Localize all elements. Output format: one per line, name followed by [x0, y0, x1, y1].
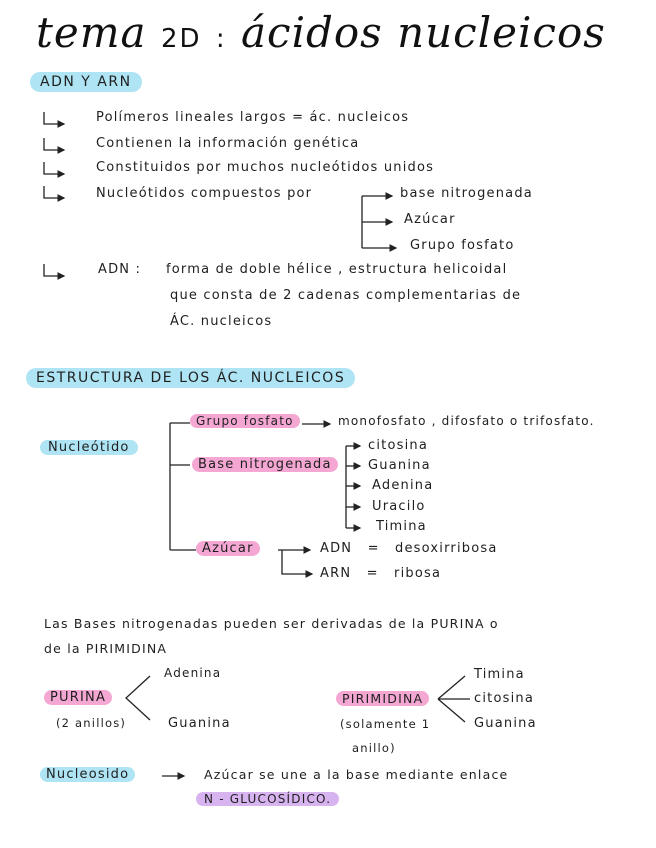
bases-sentence-2: de la PIRIMIDINA — [44, 641, 168, 656]
pirimidina-timina: Timina — [474, 667, 525, 682]
pirimidina-note-2: anillo) — [352, 741, 396, 755]
bases-sentence-1: Las Bases nitrogenadas pueden ser derivadas de la PURINA o — [44, 616, 499, 631]
purina-note: (2 anillos) — [56, 716, 127, 730]
adn-line-2: que consta de 2 cadenas complementarias de — [170, 288, 522, 303]
base-nitrogenada-label — [192, 457, 338, 472]
glucosidico-text: N - GLUCOSÍDICO. — [196, 792, 339, 806]
fosfato-types: monofosfato , difosfato o trifosfato. — [338, 414, 595, 428]
base-nitrogenada-text: Base nitrogenada — [192, 457, 338, 472]
azucar-label — [196, 541, 260, 556]
purina-text: PURINA — [44, 690, 112, 705]
bullet-arrows — [44, 112, 64, 276]
section2-heading-text: ESTRUCTURA DE LOS ÁC. NUCLEICOS — [26, 368, 355, 388]
page-title — [36, 8, 606, 57]
title-main: tema — [36, 8, 147, 57]
title-colon: : — [215, 24, 227, 54]
adn-line-3: ÁC. nucleicos — [170, 314, 273, 329]
azucar-adn-sugar: desoxirribosa — [395, 541, 498, 556]
azucar-arn-eq: = — [366, 566, 379, 581]
components-bracket — [362, 196, 396, 248]
section-heading-adn-arn — [30, 74, 142, 90]
azucar-adn-row — [320, 541, 498, 556]
glucosidico-bond — [196, 792, 339, 806]
purina-adenina: Adenina — [164, 666, 222, 680]
nucleosido-sentence: Azúcar se une a la base mediante enlace — [204, 767, 509, 782]
nucleosido-text: Nucleosido — [40, 767, 135, 782]
component-azucar: Azúcar — [404, 212, 456, 227]
purina-guanina: Guanina — [168, 716, 231, 731]
bullet-3: Constituidos por muchos nucleótidos unidos — [96, 160, 435, 175]
azucar-text: Azúcar — [196, 541, 260, 556]
azucar-arn-row — [320, 566, 441, 581]
grupo-fosfato-label — [190, 414, 300, 428]
base-timina: Timina — [376, 519, 427, 534]
title-topic: ácidos nucleicos — [241, 8, 606, 57]
bullet-1: Polímeros lineales largos = ác. nucleicos — [96, 110, 410, 125]
grupo-fosfato-text: Grupo fosfato — [190, 414, 300, 428]
pirimidina-text: PIRIMIDINA — [336, 691, 429, 706]
pirimidina-guanina: Guanina — [474, 716, 537, 731]
component-fosfato: Grupo fosfato — [410, 238, 515, 253]
purina-label — [44, 690, 112, 705]
section1-heading-text: ADN Y ARN — [30, 72, 142, 92]
nucleotido-text: Nucleótido — [40, 440, 138, 455]
base-citosina: citosina — [368, 438, 429, 453]
bullet-2: Contienen la información genética — [96, 136, 360, 151]
bullet-4: Nucleótidos compuestos por — [96, 186, 313, 201]
azucar-arn-acid: ARN — [320, 566, 352, 581]
component-base: base nitrogenada — [400, 186, 533, 201]
title-number: 2D — [160, 24, 202, 54]
azucar-adn-acid: ADN — [320, 541, 353, 556]
azucar-adn-eq: = — [367, 541, 380, 556]
pirimidina-label — [336, 691, 429, 706]
azucar-arn-sugar: ribosa — [394, 566, 442, 581]
base-guanina: Guanina — [368, 458, 431, 473]
pirimidina-citosina: citosina — [474, 691, 535, 706]
adn-label: ADN : — [98, 262, 142, 277]
base-adenina: Adenina — [372, 478, 434, 493]
adn-line-1: forma de doble hélice , estructura helicoidal — [166, 262, 508, 277]
nucleosido-label — [40, 767, 135, 782]
base-uracilo: Uracilo — [372, 499, 426, 514]
section-heading-estructura — [26, 370, 355, 386]
nucleotido-label — [40, 440, 138, 455]
pirimidina-note-1: (solamente 1 — [340, 717, 431, 731]
